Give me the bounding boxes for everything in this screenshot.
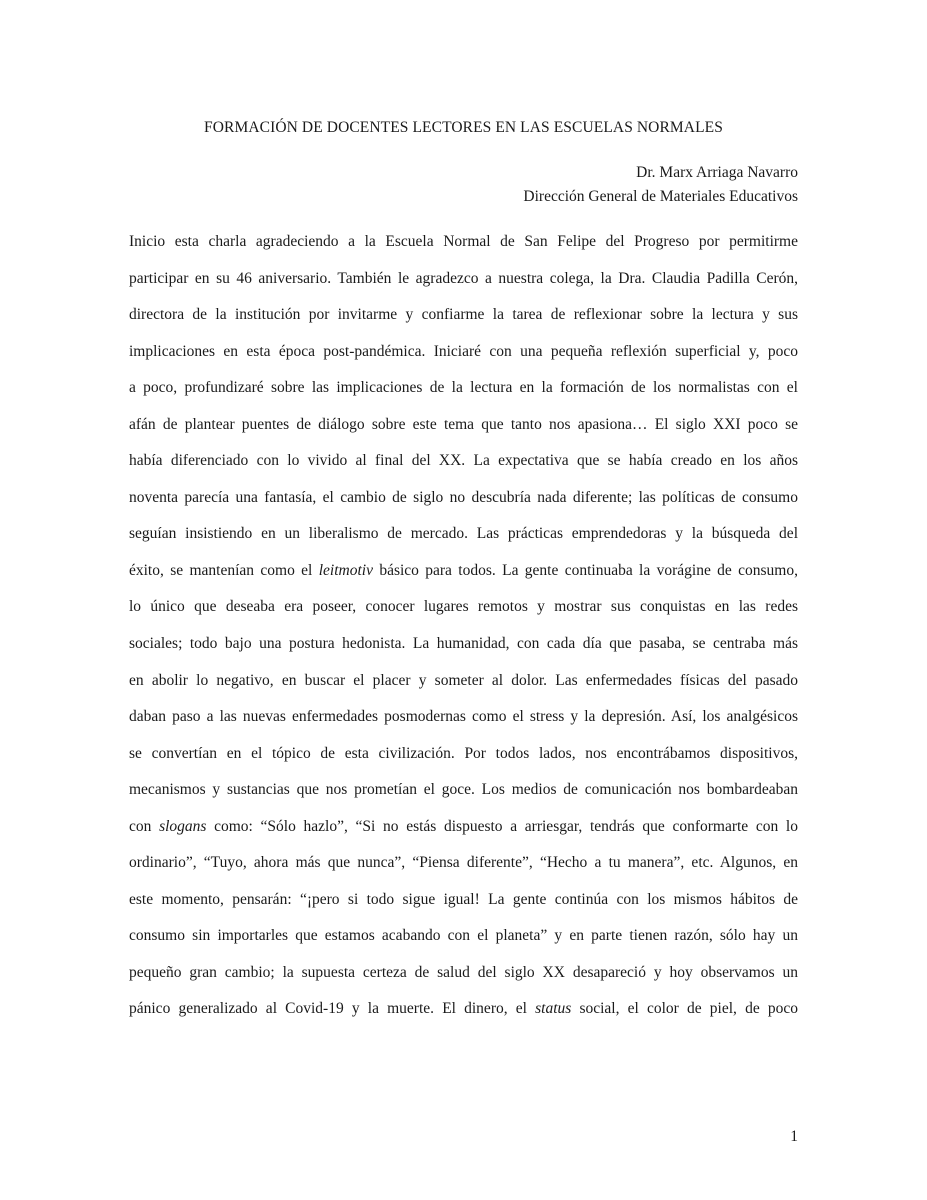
body-line: lo único que deseaba era poseer, conocer lugares remotos y mostrar sus conquistas en las redes — [129, 598, 798, 616]
body-line: mecanismos y sustancias que nos prometían el goce. Los medios de comunicación nos bombardeaban — [129, 781, 798, 799]
author-block — [523, 161, 798, 209]
body-paragraph — [129, 228, 798, 1032]
author-name: Dr. Marx Arriaga Navarro — [636, 164, 798, 181]
body-line: con slogans como: “Sólo hazlo”, “Si no estás dispuesto a arriesgar, tendrás que conformarte con lo — [129, 817, 798, 835]
body-line: éxito, se mantenían como el leitmotiv básico para todos. La gente continuaba la vorágine de consumo, — [129, 561, 798, 579]
body-line: pequeño gran cambio; la supuesta certeza de salud del siglo XX desapareció y hoy observamos un — [129, 963, 798, 981]
body-line: este momento, pensarán: “¡pero si todo sigue igual! La gente continúa con los mismos hábitos de — [129, 890, 798, 908]
italic-term: slogans — [159, 817, 207, 835]
body-line: afán de plantear puentes de diálogo sobre este tema que tanto nos apasiona… El siglo XXI poco se — [129, 415, 798, 433]
body-line: daban paso a las nuevas enfermedades posmodernas como el stress y la depresión. Así, los analgésicos — [129, 708, 798, 726]
body-line: participar en su 46 aniversario. También le agradezco a nuestra colega, la Dra. Claudia Padilla Cerón, — [129, 269, 798, 287]
author-affiliation: Dirección General de Materiales Educativos — [523, 188, 798, 205]
italic-term: leitmotiv — [318, 561, 373, 579]
body-line: directora de la institución por invitarme y confiarme la tarea de reflexionar sobre la lectura y sus — [129, 306, 798, 324]
body-line: a poco, profundizaré sobre las implicaciones de la lectura en la formación de los normalistas con el — [129, 379, 798, 397]
italic-term: status — [535, 1000, 572, 1018]
body-line: implicaciones en esta época post-pandémica. Iniciaré con una pequeña reflexión superficial y, poco — [129, 342, 798, 360]
body-line: ordinario”, “Tuyo, ahora más que nunca”, “Piensa diferente”, “Hecho a tu manera”, etc. Algunos, en — [129, 854, 798, 872]
body-line: Inicio esta charla agradeciendo a la Escuela Normal de San Felipe del Progreso por permitirme — [129, 233, 798, 250]
body-line: seguían insistiendo en un liberalismo de mercado. Las prácticas emprendedoras y la búsqueda del — [129, 525, 798, 543]
body-line: había diferenciado con lo vivido al final del XX. La expectativa que se había creado en los años — [129, 452, 798, 470]
page-number: 1 — [790, 1128, 798, 1145]
body-line: noventa parecía una fantasía, el cambio de siglo no descubría nada diferente; las políticas de consumo — [129, 488, 798, 506]
body-line: en abolir lo negativo, en buscar el placer y someter al dolor. Las enfermedades físicas del pasado — [129, 671, 798, 689]
body-line: consumo sin importarles que estamos acabando con el planeta” y en parte tienen razón, sólo hay un — [129, 927, 798, 945]
document-title: FORMACIÓN DE DOCENTES LECTORES EN LAS ESCUELAS NORMALES — [204, 119, 723, 136]
body-line: pánico generalizado al Covid-19 y la muerte. El dinero, el status social, el color de piel, de poco — [129, 1000, 798, 1018]
body-line: se convertían en el tópico de esta civilización. Por todos lados, nos encontrábamos dispositivos, — [129, 744, 798, 762]
body-line: sociales; todo bajo una postura hedonista. La humanidad, con cada día que pasaba, se centraba más — [129, 635, 798, 653]
